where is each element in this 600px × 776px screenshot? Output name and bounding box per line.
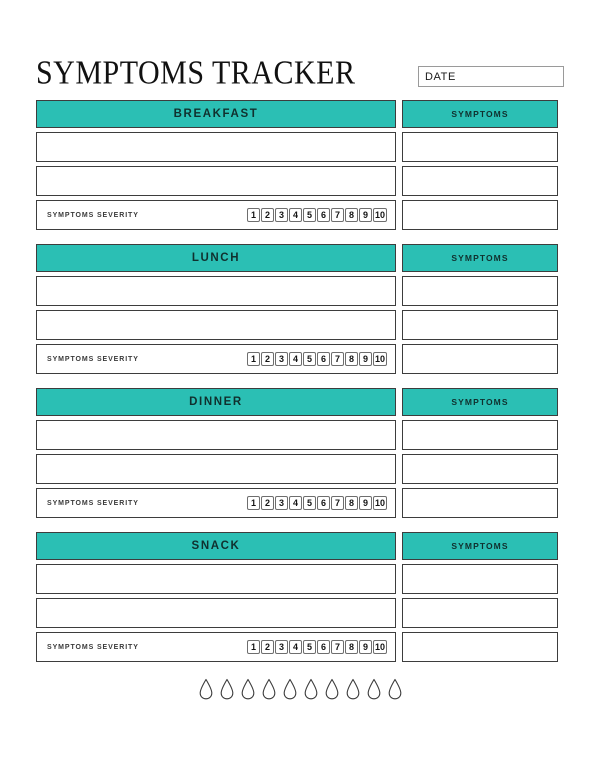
severity-row [36,632,396,662]
symptoms-entry-input[interactable] [402,420,558,450]
severity-option-4[interactable]: 4 [289,640,302,654]
water-drop-icon[interactable] [367,678,381,700]
water-drop-icon[interactable] [325,678,339,700]
severity-option-4[interactable]: 4 [289,352,302,366]
meal-column [36,388,396,518]
meal-entry-input[interactable] [36,132,396,162]
symptoms-column [402,532,558,662]
severity-option-9[interactable]: 9 [359,496,372,510]
water-drop-icon[interactable] [388,678,402,700]
symptoms-header-label: SYMPTOMS [451,541,509,551]
meal-entry-input[interactable] [36,598,396,628]
meal-entry-input[interactable] [36,166,396,196]
meal-section-dinner [36,388,564,518]
meal-column [36,100,396,230]
water-drop-icon[interactable] [220,678,234,700]
severity-option-3[interactable]: 3 [275,640,288,654]
meal-header-label: SNACK [191,540,241,552]
severity-option-2[interactable]: 2 [261,496,274,510]
meal-section-lunch [36,244,564,374]
severity-option-9[interactable]: 9 [359,208,372,222]
severity-option-9[interactable]: 9 [359,352,372,366]
severity-scale [247,640,387,654]
severity-option-7[interactable]: 7 [331,208,344,222]
severity-option-8[interactable]: 8 [345,640,358,654]
water-drop-icon[interactable] [283,678,297,700]
severity-option-10[interactable]: 10 [374,642,385,652]
meal-sections [36,100,564,662]
water-drop-icon[interactable] [199,678,213,700]
severity-option-8[interactable]: 8 [345,208,358,222]
page-header [36,0,564,90]
symptoms-entry-input[interactable] [402,598,558,628]
meal-header-label: DINNER [189,396,243,408]
meal-header [36,100,396,128]
symptoms-entry-input[interactable] [402,488,558,518]
page-title: SYMPTOMS TRACKER [36,54,356,92]
symptoms-column [402,100,558,230]
date-label: DATE [425,70,456,83]
symptoms-entry-input[interactable] [402,166,558,196]
symptoms-entry-input[interactable] [402,344,558,374]
severity-option-6[interactable]: 6 [317,640,330,654]
meal-entry-input[interactable] [36,310,396,340]
severity-option-5[interactable]: 5 [303,496,316,510]
severity-option-8[interactable]: 8 [345,352,358,366]
symptoms-entry-input[interactable] [402,632,558,662]
water-drop-tracker [36,678,564,700]
meal-header [36,244,396,272]
severity-option-2[interactable]: 2 [261,640,274,654]
severity-option-10[interactable]: 10 [374,498,385,508]
meal-section-breakfast [36,100,564,230]
severity-scale [247,208,387,222]
symptoms-header-label: SYMPTOMS [451,253,509,263]
severity-label: SYMPTOMS SEVERITY [47,499,139,507]
severity-option-6[interactable]: 6 [317,352,330,366]
meal-entry-input[interactable] [36,420,396,450]
meal-header [36,388,396,416]
symptoms-header-label: SYMPTOMS [451,109,509,119]
severity-option-7[interactable]: 7 [331,496,344,510]
water-drop-icon[interactable] [241,678,255,700]
severity-option-1[interactable]: 1 [247,640,260,654]
severity-option-1[interactable]: 1 [247,352,260,366]
symptoms-entry-input[interactable] [402,564,558,594]
meal-column [36,532,396,662]
severity-option-1[interactable]: 1 [247,496,260,510]
symptoms-entry-input[interactable] [402,454,558,484]
severity-option-2[interactable]: 2 [261,208,274,222]
severity-label: SYMPTOMS SEVERITY [47,643,139,651]
severity-option-8[interactable]: 8 [345,496,358,510]
meal-column [36,244,396,374]
severity-option-1[interactable]: 1 [247,208,260,222]
symptoms-entry-input[interactable] [402,132,558,162]
symptoms-column [402,388,558,518]
meal-entry-input[interactable] [36,276,396,306]
severity-option-7[interactable]: 7 [331,352,344,366]
symptoms-entry-input[interactable] [402,310,558,340]
meal-entry-input[interactable] [36,454,396,484]
severity-option-7[interactable]: 7 [331,640,344,654]
severity-row [36,200,396,230]
meal-entry-input[interactable] [36,564,396,594]
date-field[interactable] [418,66,564,87]
severity-option-4[interactable]: 4 [289,496,302,510]
severity-option-10[interactable]: 10 [374,210,385,220]
severity-option-3[interactable]: 3 [275,496,288,510]
meal-section-snack [36,532,564,662]
severity-option-10[interactable]: 10 [374,354,385,364]
meal-header-label: LUNCH [191,252,241,264]
symptoms-header-label: SYMPTOMS [451,397,509,407]
symptoms-header [402,100,558,128]
symptoms-entry-input[interactable] [402,200,558,230]
severity-option-6[interactable]: 6 [317,208,330,222]
severity-scale [247,496,387,510]
severity-option-4[interactable]: 4 [289,208,302,222]
severity-scale [247,352,387,366]
water-drop-icon[interactable] [262,678,276,700]
severity-option-6[interactable]: 6 [317,496,330,510]
severity-option-5[interactable]: 5 [303,640,316,654]
symptoms-header [402,244,558,272]
severity-option-9[interactable]: 9 [359,640,372,654]
severity-option-3[interactable]: 3 [275,208,288,222]
meal-header-label: BREAKFAST [173,108,259,120]
symptoms-column [402,244,558,374]
severity-option-5[interactable]: 5 [303,352,316,366]
severity-row [36,344,396,374]
severity-row [36,488,396,518]
symptoms-entry-input[interactable] [402,276,558,306]
water-drop-icon[interactable] [346,678,360,700]
symptoms-header [402,532,558,560]
severity-option-3[interactable]: 3 [275,352,288,366]
severity-label: SYMPTOMS SEVERITY [47,211,139,219]
symptoms-header [402,388,558,416]
meal-header [36,532,396,560]
severity-label: SYMPTOMS SEVERITY [47,355,139,363]
severity-option-5[interactable]: 5 [303,208,316,222]
severity-option-2[interactable]: 2 [261,352,274,366]
water-drop-icon[interactable] [304,678,318,700]
